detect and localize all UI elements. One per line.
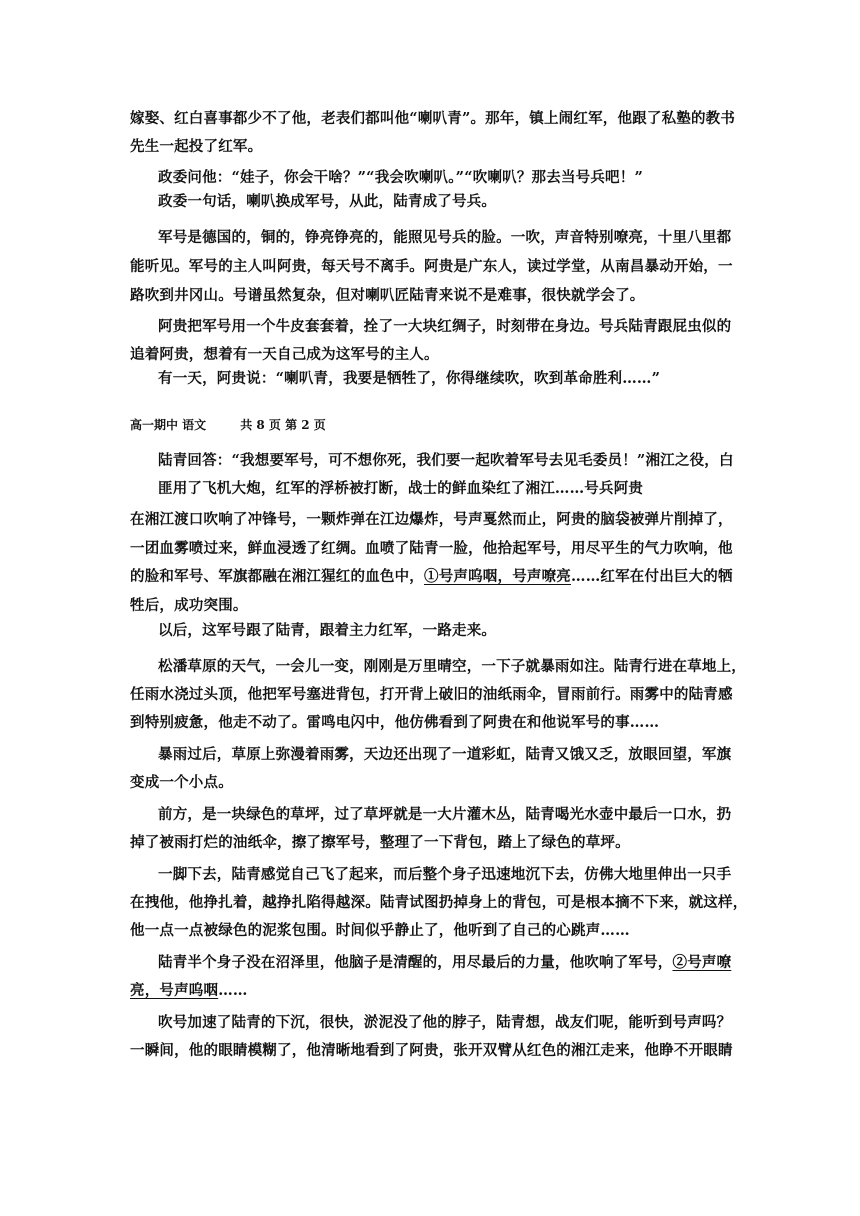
text-line: 以后，这军号跟了陆青，跟着主力红军，一路走来。 xyxy=(158,622,497,639)
text-line: 在拽他，他挣扎着，越挣扎陷得越深。陆青试图扔掉身上的背包，可是根本摘不下来，就这样， xyxy=(130,894,748,911)
text-line: 他一点一点被绿色的泥浆包围。时间似乎静止了，他听到了自己的心跳声…… xyxy=(130,922,630,939)
text-line: 变成一个小点。 xyxy=(130,774,233,791)
text-line: 任雨水浇过头顶，他把军号塞进背包，打开背上破旧的油纸雨伞，冒雨前行。雨雾中的陆青感 xyxy=(130,686,733,703)
text-line: 暴雨过后，草原上弥漫着雨雾，天边还出现了一道彩虹，陆青又饿又乏，放眼回望，军旗 xyxy=(158,746,732,763)
text-segment: 陆青半个身子没在沼泽里，他脑子是清醒的，用尽最后的力量，他吹响了军号， xyxy=(158,954,673,971)
footer-page-number: 共 8 页 第 2 页 xyxy=(240,418,326,432)
text-segment: ……红军在付出巨大的牺 xyxy=(571,568,733,585)
text-line: 军号是德国的，铜的，铮亮铮亮的，能照见号兵的脸。一吹，声音特别嘹亮，十里八里都 xyxy=(158,229,732,246)
text-line: 牲后，成功突围。 xyxy=(130,597,248,614)
text-line: 匪用了飞机大炮，红军的浮桥被打断，战士的鲜血染红了湘江……号兵阿贵 xyxy=(158,480,644,497)
text-line: 一脚下去，陆青感觉自己飞了起来，而后整个身子迅速地沉下去，仿佛大地里伸出一只手 xyxy=(158,866,732,883)
text-segment: 的脸和军号、军旗都融在湘江猩红的血色中， xyxy=(130,568,424,585)
page-footer xyxy=(130,417,326,433)
text-line: 在湘江渡口吹响了冲锋号，一颗炸弹在江边爆炸，号声戛然而止，阿贵的脑袋被弹片削掉了， xyxy=(130,511,733,528)
footer-subject: 高一期中 语文 xyxy=(130,418,207,432)
text-line: 一瞬间，他的眼睛模糊了，他清晰地看到了阿贵，张开双臂从红色的湘江走来，他睁不开眼睛 xyxy=(130,1042,733,1059)
underlined-phrase-2-continued: 亮，号声呜咽 xyxy=(130,982,219,999)
text-line: 掉了被雨打烂的油纸伞，擦了擦军号，整理了一下背包，踏上了绿色的草坪。 xyxy=(130,834,630,851)
text-line xyxy=(158,954,758,972)
text-line: 政委一句话，喇叭换成军号，从此，陆青成了号兵。 xyxy=(158,193,497,210)
text-line xyxy=(130,982,730,1000)
text-line: 政委问他：“娃子，你会干啥？”“我会吹喇叭。”“吹喇叭？那去当号兵吧！” xyxy=(158,169,643,186)
text-line: 嫁娶、红白喜事都少不了他，老表们都叫他“喇叭青”。那年，镇上闹红军，他跟了私塾的教书 xyxy=(130,110,736,127)
text-segment: …… xyxy=(218,982,248,999)
text-line: 先生一起投了红军。 xyxy=(130,138,263,155)
text-line: 有一天，阿贵说：“喇叭青，我要是牺牲了，你得继续吹，吹到革命胜利……” xyxy=(158,370,661,387)
text-line xyxy=(130,568,733,586)
text-line: 前方，是一块绿色的草坪，过了草坪就是一大片灌木丛，陆青喝光水壶中最后一口水，扔 xyxy=(158,806,732,823)
text-line: 陆青回答：“我想要军号，可不想你死，我们要一起吹着军号去见毛委员！”湘江之役，白 xyxy=(158,452,734,469)
text-line: 一团血雾喷过来，鲜血浸透了红绸。血喷了陆青一脸，他拾起军号，用尽平生的气力吹响，他 xyxy=(130,540,733,557)
text-line: 吹号加速了陆青的下沉，很快，淤泥没了他的脖子，陆青想，战友们呢，能听到号声吗？ xyxy=(158,1014,732,1031)
underlined-phrase-1: ①号声呜咽，号声嘹亮 xyxy=(424,568,571,585)
text-line: 路吹到井冈山。号谱虽然复杂，但对喇叭匠陆青来说不是难事，很快就学会了。 xyxy=(130,287,645,304)
text-line: 阿贵把军号用一个牛皮套套着，拴了一大块红绸子，时刻带在身边。号兵陆青跟屁虫似的 xyxy=(158,318,732,335)
text-line: 到特别疲惫，他走不动了。雷鸣电闪中，他仿佛看到了阿贵在和他说军号的事…… xyxy=(130,714,660,731)
text-line: 追着阿贵，想着有一天自己成为这军号的主人。 xyxy=(130,346,439,363)
underlined-phrase-2: ②号声嘹 xyxy=(672,954,732,971)
text-line: 松潘草原的天气，一会儿一变，刚刚是万里晴空，一下子就暴雨如注。陆青行进在草地上， xyxy=(158,658,746,675)
text-line: 能听见。军号的主人叫阿贵，每天号不离手。阿贵是广东人，读过学堂，从南昌暴动开始，一 xyxy=(130,258,733,275)
